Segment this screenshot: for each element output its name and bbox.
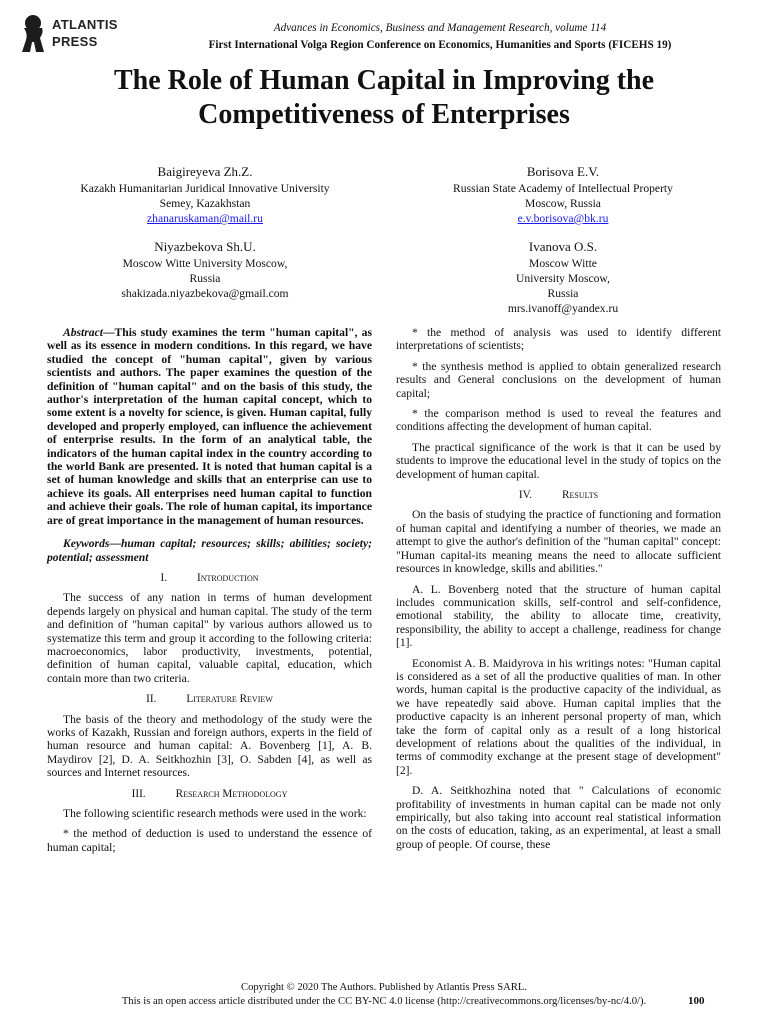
copyright-line: Copyright © 2020 The Authors. Published by Atlantis Press SARL. (241, 982, 527, 993)
right-column (396, 326, 721, 858)
author-location: Russia (189, 272, 221, 285)
author-email-link[interactable]: zhanaruskaman@mail.ru (147, 212, 263, 225)
author-block-4 (398, 238, 728, 316)
author-name: Ivanova O.S. (528, 239, 598, 254)
page-number: 100 (688, 995, 705, 1007)
footer (0, 981, 768, 1009)
section-heading-research-methodology (47, 788, 372, 801)
author-name: Baigireyeva Zh.Z. (157, 164, 253, 179)
section-number: II. (146, 693, 157, 706)
paragraph: The practical significance of the work is that it can be used by students to improve the educational level in the study of topics on the development of human capital. (396, 440, 721, 481)
section-heading-literature-review (47, 693, 372, 706)
section-number: IV. (518, 489, 533, 502)
section-heading-results (396, 489, 721, 502)
author-location: Semey, Kazakhstan (159, 197, 251, 210)
author-affiliation: Moscow Witte (529, 257, 597, 270)
section-title: Introduction (197, 571, 259, 584)
author-email: shakizada.niyazbekova@gmail.com (121, 287, 289, 300)
abstract-lead: Abstract (63, 326, 103, 339)
publisher-name-line2: PRESS (52, 34, 98, 49)
author-location: Moscow, Russia (525, 197, 601, 210)
left-column (47, 326, 372, 861)
author-affiliation-cont: University Moscow, (516, 272, 610, 285)
section-number: III. (131, 787, 146, 800)
paper-title (20, 64, 748, 132)
author-affiliation: Russian State Academy of Intellectual Property (453, 182, 673, 195)
section-title: Results (562, 489, 599, 502)
abstract (47, 326, 372, 527)
paragraph: * the synthesis method is applied to obtain generalized research results and General conclusions on the development of human capital; (396, 359, 721, 400)
paragraph: * the method of deduction is used to understand the essence of human capital; (47, 827, 372, 854)
author-location: Russia (547, 287, 579, 300)
author-block-2 (398, 163, 728, 226)
paragraph: The success of any nation in terms of human development depends largely on physical and human capital. The study of the term and definition of "human capital" by various authors allowed us to systematize this term and group it according to the following criteria: macroeconomics, labor productivity, investments, potential, definition of human capital, valuable capital, education, which contain more than two criteria. (47, 591, 372, 685)
conference-title: First International Volga Region Conference on Economics, Humanities and Sports (FICEHS 19) (208, 39, 672, 51)
series-title: Advances in Economics, Business and Management Research, volume 114 (273, 22, 607, 34)
paper-title-line1: The Role of Human Capital in Improving the (113, 65, 655, 96)
section-number: I. (160, 571, 168, 584)
author-block-1 (40, 163, 370, 226)
paragraph: The following scientific research methods were used in the work: (63, 807, 367, 820)
author-block-3 (40, 238, 370, 301)
atlas-figure-icon (18, 14, 48, 54)
paper-title-line2: Competitiveness of Enterprises (198, 99, 570, 130)
paragraph: A. L. Bovenberg noted that the structure of human capital includes communication skills, self-control and self-confidence, emotional stability, the ability to allocate time, creativity, responsibility, the ability to accept a challenge, readiness for change [1]. (396, 582, 721, 650)
author-affiliation: Moscow Witte University Moscow, (122, 257, 288, 270)
paragraph: * the method of analysis was used to identify different interpretations of scientists; (396, 326, 721, 353)
abstract-text: —This study examines the term "human capital", as well as its essence in modern conditions. In this regard, we have studied the concept of "human capital", given by various scientists and authors. The paper examines the question of the definition of "human capital" and on the basis of this study, the author's interpretation of the human capital concept, which to some extent is a novelty for science, is given. Human capital, fully developed and properly employed, can influence the achievement of enterprise results. In the form of an analytical table, the indicators of the human capital index in the country according to the world Bank are presented. It is noted that human capital is a set of human knowledge and skills that an enterprise can use to achieve its goals. All enterprises need human capital to function and achieve their goals. The role of human capital, its importance are of great importance in the management of human resources. (47, 326, 372, 527)
author-affiliation: Kazakh Humanitarian Juridical Innovative University (80, 182, 330, 195)
keywords: Keywords—human capital; resources; skills; abilities; society; potential; assessment (47, 537, 372, 564)
paragraph: Economist A. B. Maidyrova in his writings notes: "Human capital is considered as a set of all the productive qualities of man. In other words, human capital is the productive capacity of the individual, as we have repeatedly said above. Human capital implies that the productive capacity is an inherent personal property of man, which take the form of capital only as a result of a long historical development of relations about the qualities of the individual, in terms of commodity exchange at the present stage of development" [2]. (396, 656, 721, 777)
paragraph: The basis of the theory and methodology of the study were the works of Kazakh, Russian and foreign authors, experts in the field of human resource and human capital: A. Bovenberg [1], A. B. Maydirov [2], D. A. Seitkhozhin [3], O. Sabden [4], as well as sources and Internet resources. (47, 712, 372, 780)
atlantis-press-logo (18, 14, 128, 56)
author-email: mrs.ivanoff@yandex.ru (507, 302, 619, 315)
section-title: Research Methodology (175, 787, 288, 800)
author-name: Niyazbekova Sh.U. (154, 239, 256, 254)
section-heading-introduction (47, 572, 372, 585)
author-email-link[interactable]: e.v.borisova@bk.ru (517, 212, 609, 225)
publisher-name-line1: ATLANTIS (52, 17, 118, 32)
paragraph: On the basis of studying the practice of functioning and formation of human capital and identifying a number of theories, we made an attempt to give the author's definition of the "human capital" concept: "Human capital-its meaning means the need to allocate sufficient resources in knowledge, skills and abilities." (396, 508, 721, 576)
author-name: Borisova E.V. (526, 164, 600, 179)
license-line: This is an open access article distributed under the CC BY-NC 4.0 license (http://creativecommons.org/licenses/by-nc/4.0/). (121, 996, 647, 1007)
section-title: Literature Review (186, 693, 273, 706)
paragraph: D. A. Seitkhozhina noted that " Calculations of economic profitability of investments in human capital can be made not only empirically, but also taking into account real statistical information on the costs of education, taking, as an experimental, at least a small group of people. Of course, these (396, 784, 721, 851)
paragraph: * the comparison method is used to reveal the features and conditions affecting the development of human capital. (396, 407, 721, 434)
